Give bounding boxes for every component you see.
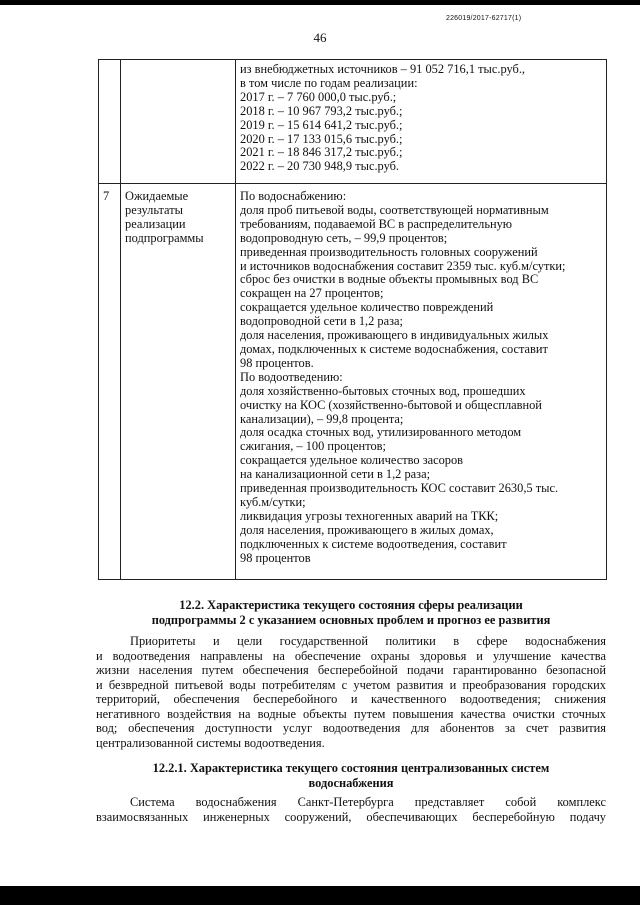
table-row-funding [99, 60, 607, 184]
table-line: 2017 г. – 7 760 000,0 тыс.руб.; [240, 89, 397, 104]
table-row-expected-results [99, 184, 607, 580]
table-line: куб.м/сутки; [240, 494, 306, 509]
table-line: сброс без очистки в водные объекты промывных вод ВС [240, 272, 539, 287]
heading-line: 12.2.1. Характеристика текущего состояния централизованных систем [152, 761, 550, 775]
table-line: 2022 г. – 20 730 948,9 тыс.руб. [240, 159, 400, 174]
row-number-cell: 7 [99, 184, 121, 580]
section-12-2-heading [96, 598, 606, 627]
table-line: 98 процентов [240, 550, 311, 565]
section-12-2-1-heading [96, 761, 606, 790]
paragraph-line: и безвредной питьевой воды потребителям с учетом развития и преобразования городских [96, 677, 606, 692]
table-line: сокращается удельное количество повреждений [240, 300, 494, 315]
results-text-cell [236, 184, 607, 580]
paragraph-line: централизованной системы водоотведения. [96, 735, 325, 750]
label-line: реализации [125, 216, 186, 231]
table-line: 2018 г. – 10 967 793,2 тыс.руб.; [240, 103, 403, 118]
table-line: на канализационной сети в 1,2 раза; [240, 467, 431, 482]
table-line: По водоснабжению: [240, 189, 347, 203]
table-line: 2021 г. – 18 846 317,2 тыс.руб.; [240, 145, 403, 160]
section-12-2-1-paragraph [96, 795, 606, 824]
table-line: 98 процентов. [240, 355, 314, 370]
table-line: домах, подключенных к системе водоснабжения, составит [240, 341, 548, 356]
table-line: доля населения, проживающего в жилых домах, [240, 522, 494, 537]
row-label-cell [121, 60, 236, 184]
table-line: подключенных к системе водоотведения, составит [240, 536, 507, 551]
table-line: в том числе по годам реализации: [240, 75, 418, 90]
table-line: По водоотведению: [240, 369, 343, 384]
label-line: подпрограммы [125, 230, 204, 245]
heading-line: подпрограммы 2 с указанием основных проблем и прогноз ее развития [151, 612, 551, 627]
table-line: канализации), – 99,8 процента; [240, 411, 404, 426]
table-line: 2019 г. – 15 614 641,2 тыс.руб.; [240, 117, 403, 132]
scan-bottom-border [0, 886, 640, 905]
table-line: очистку на КОС (хозяйственно-бытовой и общесплавной [240, 397, 542, 412]
table-line: и источников водоснабжения составит 2359 тыс. куб.м/сутки; [240, 258, 566, 273]
subprogram-passport-table [98, 59, 607, 580]
table-line: водопроводной сети в 1,2 раза; [240, 314, 403, 329]
document-number: 226019/2017-62717(1) [446, 15, 522, 22]
section-12-2-paragraph [96, 634, 606, 750]
table-line: приведенная производительность головных сооружений [240, 244, 538, 259]
label-line: результаты [125, 202, 183, 217]
table-line: из внебюджетных источников – 91 052 716,1 тыс.руб., [240, 62, 526, 76]
label-line: Ожидаемые [125, 189, 189, 203]
table-line: сжигания, – 100 процентов; [240, 439, 386, 454]
table-line: сокращен на 27 процентов; [240, 286, 384, 301]
table-line: доля населения, проживающего в индивидуальных жилых [240, 328, 549, 343]
scan-top-border [0, 0, 640, 5]
paragraph-line: Приоритеты и цели государственной политики в сфере водоснабжения [130, 634, 606, 648]
paragraph-line: вод; обеспечения доступности услуг водоотведения для абонентов за счет развития [96, 721, 606, 735]
table-line: сокращается удельное количество засоров [240, 453, 464, 468]
table-line: ликвидация угрозы техногенных аварий на ТКК; [240, 508, 499, 523]
table-line: 2020 г. – 17 133 015,6 тыс.руб.; [240, 131, 403, 146]
row-number-cell [99, 60, 121, 184]
row-label-cell [121, 184, 236, 580]
table-line: доля осадка сточных вод, утилизированного методом [240, 425, 522, 440]
paragraph-line: территорий, обеспечения бесперебойного и качественного водоотведения; снижения [96, 692, 606, 706]
paragraph-line: негативного воздействия на водные объекты путем повышения качества очистки сточных [96, 706, 606, 721]
heading-line: 12.2. Характеристика текущего состояния сферы реализации [179, 598, 523, 612]
table-line: доля проб питьевой воды, соответствующей нормативным [240, 202, 549, 217]
page-number: 46 [313, 30, 327, 45]
table-line: требованиям, подаваемой ВС в распределительную [240, 216, 513, 231]
table-line: приведенная производительность КОС составит 2630,5 тыс. [240, 481, 559, 496]
paragraph-line: Система водоснабжения Санкт-Петербурга представляет собой комплекс [130, 795, 606, 809]
heading-line: водоснабжения [308, 775, 394, 790]
paragraph-line: жизни населения путем обеспечения бесперебойной подачи гарантированно безопасной [96, 663, 606, 677]
paragraph-line: взаимосвязанных инженерных сооружений, обеспечивающих бесперебойную подачу [96, 809, 606, 824]
funding-text-cell [236, 60, 607, 184]
table-line: доля хозяйственно-бытовых сточных вод, прошедших [240, 383, 526, 398]
table-line: водопроводную сеть, – 99,9 процентов; [240, 230, 448, 245]
paragraph-line: и водоотведения направлены на обеспечение охраны здоровья и улучшение качества [96, 648, 606, 663]
